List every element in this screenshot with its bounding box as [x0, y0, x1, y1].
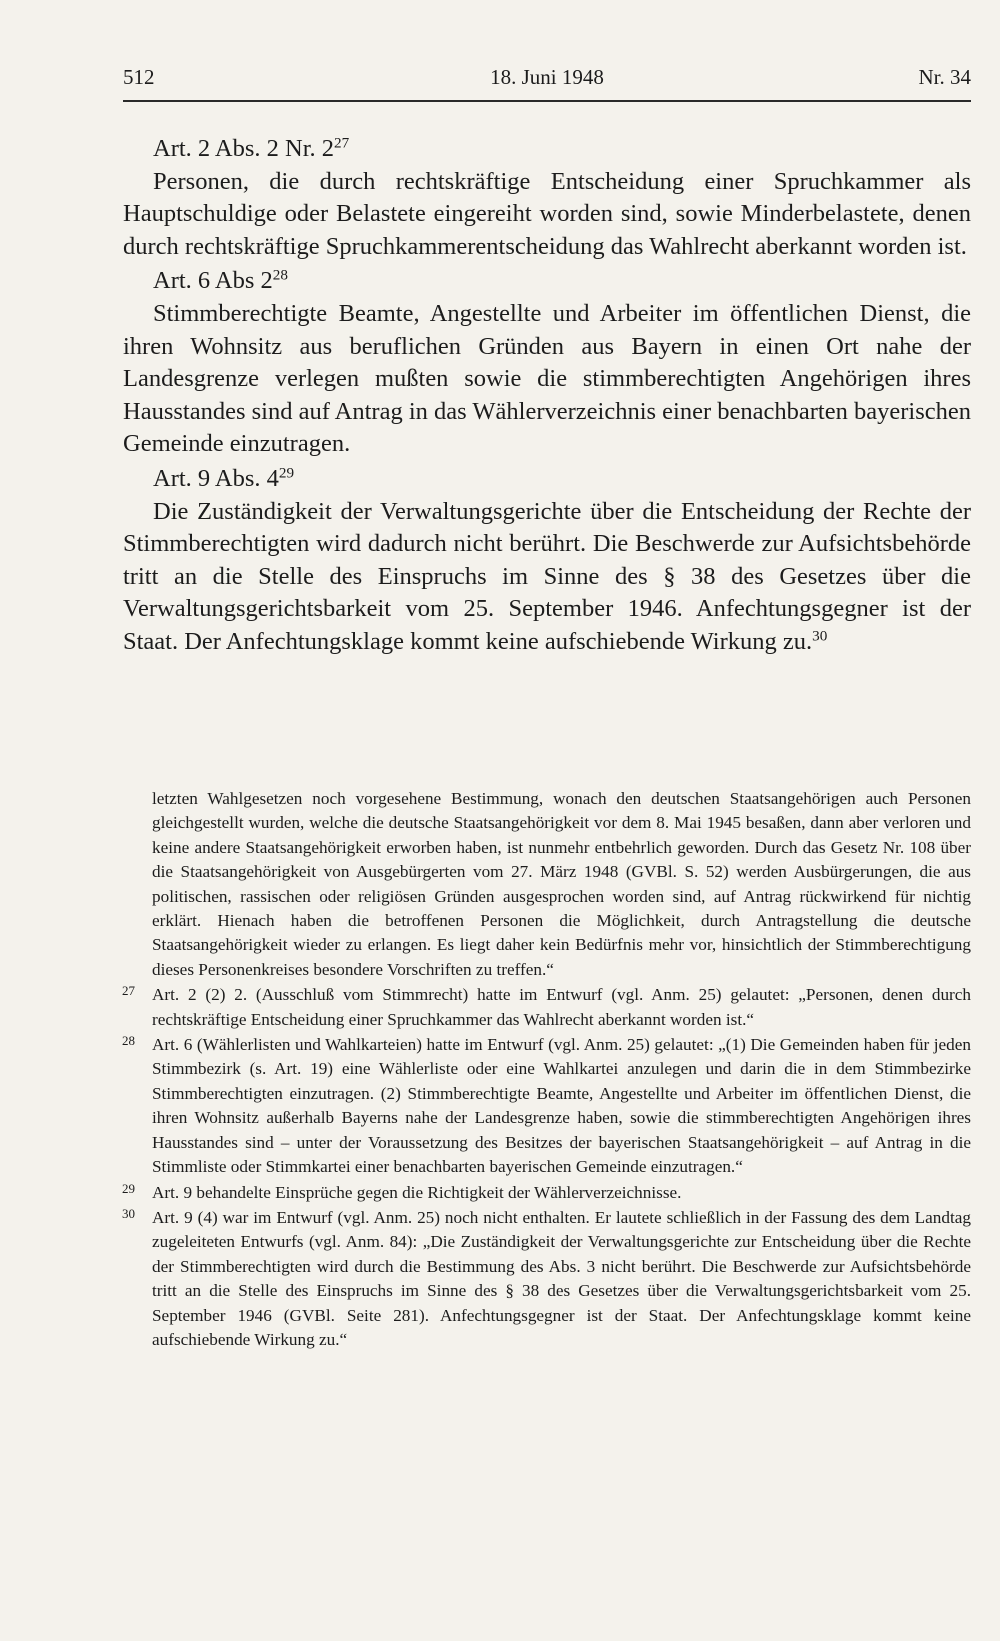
footnote-ref-27: 27 — [334, 134, 350, 152]
footnote-ref-28: 28 — [272, 267, 288, 285]
footnote-text: Art. 9 behandelte Einsprüche gegen die Richtigkeit der Wählerverzeichnisse. — [152, 1182, 682, 1202]
footnote-number: 29 — [122, 1180, 135, 1196]
header-rule — [123, 100, 971, 102]
footnote-number: 27 — [122, 983, 135, 999]
article-heading-art-2: Art. 2 Abs. 2 Nr. $2^{27}$ — [153, 134, 350, 162]
footnotes — [122, 787, 971, 1352]
issue-number: Nr. 34 — [918, 65, 971, 89]
article-heading-art-6: Art. 6 Abs $2^{28}$ — [153, 267, 288, 295]
footnote-text: Art. 2 (2) 2. (Ausschluß vom Stimmrecht) hatte im Entwurf (vgl. Anm. 25) gelautet: „Personen, denen durch rechtskräftige Entscheidung einer Spruchkammer das Wahlrecht aberkannt worden ist.“ — [152, 985, 971, 1029]
footnote-text: Art. 6 (Wählerlisten und Wahlkarteien) hatte im Entwurf (vgl. Anm. 25) gelautet: „(1) Die Gemeinden haben für jeden Stimmbezirk (s. Art. 19) eine Wählerliste oder eine Wahlkartei anzulegen und darin die in dem Stimmbezirke Stimmberechtigten einzutragen. (2) Stimmberechtigte Beamte, Angestellte und Arbeiter im öffentlichen Dienst, die ihren Wohnsitz außerhalb Bayerns nahe der Landesgrenze haben, sowie die stimmberechtigten Angehörigen ihres Hausstandes sind – unter der Voraussetzung des Besitzes der bayerischen Staatsangehörigkeit – auf Antrag in die Stimmliste oder Stimmkartei einer benachbarten bayerischen Gemeinde einzutragen.“ — [152, 1035, 971, 1177]
article-heading-art-9: Art. 9 Abs. $4^{29}$ — [153, 464, 295, 492]
footnote-number: 28 — [122, 1033, 135, 1049]
footnote-27 — [122, 983, 971, 1032]
footnote-continuation: letzten Wahlgesetzen noch vorgesehene Bestimmung, wonach den deutschen Staatsangehörigen auch Personen gleichgestellt wurden, welche die deutsche Staatsangehörigkeit vor dem 8. Mai 1945 besaßen, dann aber verloren und keine andere Staatsangehörigkeit erworben haben, ist nunmehr entbehrlich geworden. Durch das Gesetz Nr. 108 über die Staatsangehörigkeit von Ausgebürgerten vom 27. März 1948 (GVBl. S. 52) werden Ausbürgerungen, die aus politischen, rassischen oder religiösen Gründen ausgesprochen worden sind, auf Antrag rückwirkend für nichtig erklärt. Hienach haben die betroffenen Personen die Möglichkeit, durch Antragstellung die deutsche Staatsangehörigkeit wieder zu erlangen. Es liegt daher kein Bedürfnis mehr vor, hinsichtlich der Stimmberechtigung dieses Personenkreises besondere Vorschriften zu treffen.“ — [152, 789, 971, 979]
footnote-28 — [122, 1033, 971, 1179]
footnote-29 — [122, 1180, 971, 1205]
article-text-art-2: Personen, die durch rechtskräftige Entscheidung einer Spruchkammer als Hauptschuldige oder Belastete eingereiht worden sind, sowie Minderbelastete, denen durch rechtskräftige Spruchkammerentscheidung das Wahlrecht aberkannt worden ist. — [123, 167, 971, 260]
article-text-art-9: Die Zuständigkeit der Verwaltungsgerichte über die Entscheidung der Rechte der Stimmberechtigten wird dadurch nicht berührt. Die Beschwerde zur Aufsichtsbehörde tritt an die Stelle des Einspruchs im Sinne des § 38 des Gesetzes über die Verwaltungsgerichtsbarkeit vom 25. September 1946. Anfechtungsgegner ist der Staat. Der Anfechtungsklage kommt keine aufschiebende Wirkung zu.$^{30}$ — [123, 497, 971, 655]
article-text-art-6: Stimmberechtigte Beamte, Angestellte und Arbeiter im öffentlichen Dienst, die ihren Wohnsitz aus beruflichen Gründen aus Bayern in einen Ort nahe der Landesgrenze verlegen mußten sowie die stimmberechtigten Angehörigen ihres Hausstandes sind auf Antrag in das Wählerverzeichnis einer benachbarten bayerischen Gemeinde einzutragen. — [123, 299, 971, 458]
footnote-ref-29: 29 — [278, 464, 295, 482]
running-header — [123, 64, 971, 100]
main-text — [123, 133, 971, 659]
footnote-30 — [122, 1205, 971, 1352]
page-number: 512 — [123, 65, 155, 89]
issue-date: 18. Juni 1948 — [490, 65, 604, 89]
footnote-text: Art. 9 (4) war im Entwurf (vgl. Anm. 25) noch nicht enthalten. Er lautete schließlich in der Fassung des dem Landtag zugeleiteten Entwurfs (vgl. Anm. 84): „Die Zuständigkeit der Verwaltungsgerichte zur Entscheidung über die Rechte der Stimmberechtigten wird durch die Bestimmung des Abs. 3 nicht berührt. Die Beschwerde zur Aufsichtsbehörde tritt an die Stelle des Einspruchs im Sinne des § 38 des Gesetzes über die Verwaltungsgerichtsbarkeit vom 25. September 1946 (GVBl. Seite 281). Anfechtungsgegner ist der Staat. Der Anfechtungsklage kommt keine aufschiebende Wirkung zu.“ — [152, 1207, 971, 1349]
footnote-ref-30: 30 — [812, 627, 828, 645]
footnote-number: 30 — [122, 1205, 135, 1221]
